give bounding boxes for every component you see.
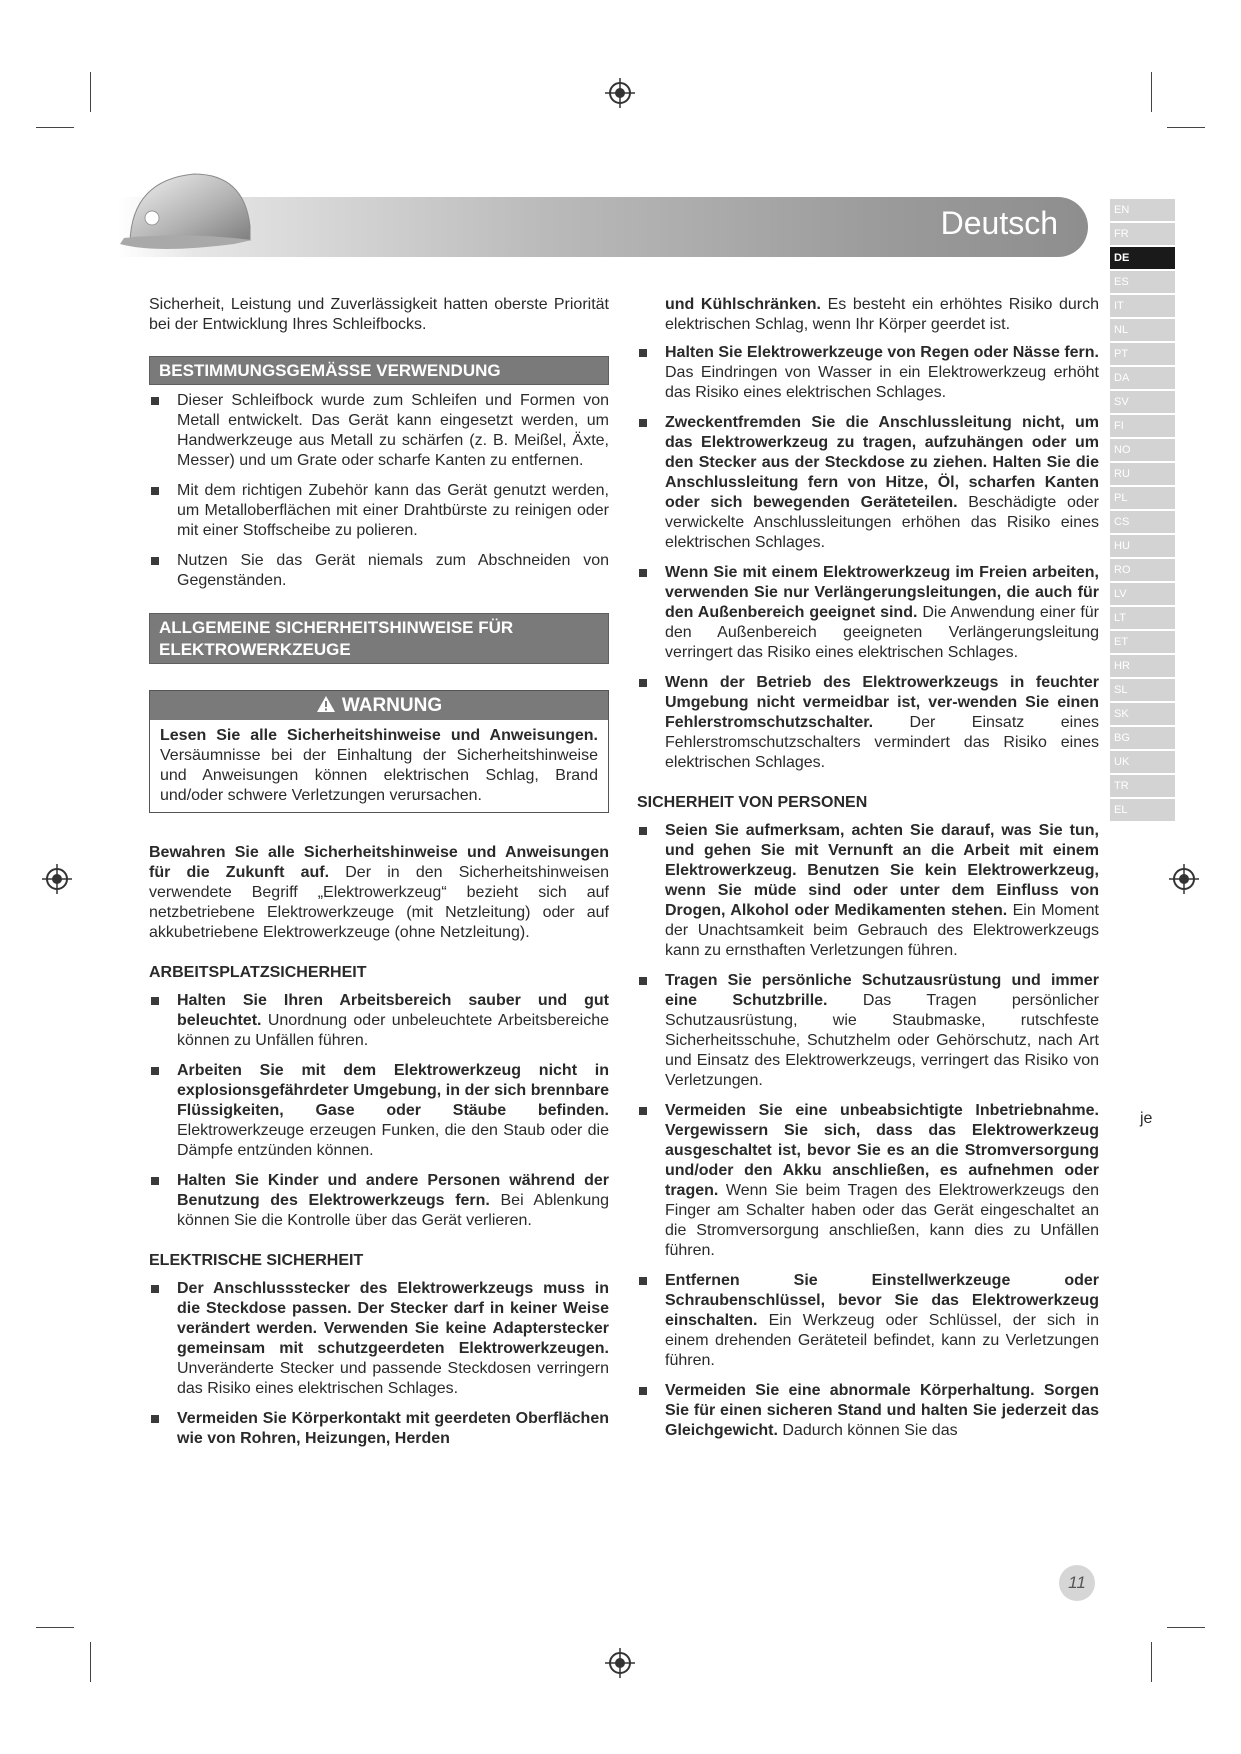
language-tab-no[interactable]: NO (1110, 439, 1175, 461)
warning-header: WARNUNG (150, 691, 608, 720)
language-tab-lt[interactable]: LT (1110, 607, 1175, 629)
list-item: Zweckentfremden Sie die Anschlussleitung nicht, um das Elektrowerkzeug zu tragen, aufzuhängen oder um den Stecker aus der Steckdose zu ziehen. Halten Sie die Anschlussleitung fern von Hitze, Öl, scharfen Kanten oder sich bewegenden Geräteteilen. Beschädigte oder verwickelte Anschlussleitungen erhöhen das Risiko eines elektrischen Schlages. (637, 413, 1099, 553)
language-tab-et[interactable]: ET (1110, 631, 1175, 653)
bullet-icon (639, 419, 647, 427)
subheading-workplace: ARBEITSPLATZSICHERHEIT (149, 964, 367, 981)
bullet-icon (639, 1107, 647, 1115)
crop-mark (90, 1642, 91, 1682)
intended-use-list (149, 391, 609, 591)
crop-mark (1151, 1642, 1152, 1682)
list-item: Arbeiten Sie mit dem Elektrowerkzeug nicht in explosionsgefährdeter Umgebung, in der sich brennbare Flüssigkeiten, Gase oder Stäube befinden. Elektrowerkzeuge erzeugen Funken, die den Staub oder die Dämpfe entzünden können. (149, 1061, 609, 1161)
hard-hat-icon (116, 162, 266, 262)
language-tab-pt[interactable]: PT (1110, 343, 1175, 365)
bullet-icon (151, 1285, 159, 1293)
language-tab-da[interactable]: DA (1110, 367, 1175, 389)
subheading-electrical: ELEKTRISCHE SICHERHEIT (149, 1252, 364, 1269)
intro-text: Sicherheit, Leistung und Zuverlässigkeit hatten oberste Priorität bei der Entwicklung Ihres Schleifbocks. (149, 296, 609, 333)
page-title: Deutsch (940, 205, 1058, 241)
bullet-icon (639, 349, 647, 357)
crop-mark (36, 1627, 74, 1628)
language-tab-cs[interactable]: CS (1110, 511, 1175, 533)
bullet-icon (151, 487, 159, 495)
right-column (637, 295, 1099, 1451)
list-item: Seien Sie aufmerksam, achten Sie darauf, was Sie tun, und gehen Sie mit Vernunft an die Arbeit mit einem Elektrowerkzeug. Benutzen Sie kein Elektrowerkzeug, wenn Sie müde sind oder unter dem Einfluss von Drogen, Alkohol oder Medikamenten stehen. Ein Moment der Unachtsamkeit beim Gebrauch des Elektrowerkzeugs kann zu ernsthaften Verletzungen führen. (637, 821, 1099, 961)
language-tab-en[interactable]: EN (1110, 199, 1175, 221)
list-item: Wenn Sie mit einem Elektrowerkzeug im Freien arbeiten, verwenden Sie nur Verlängerungsleitungen, die auch für den Außenbereich geeignet sind. Die Anwendung einer für den Außenbereich geeigneten Verlängerungsleitung verringert das Risiko eines elektrischen Schlages. (637, 563, 1099, 663)
bullet-icon (151, 1177, 159, 1185)
bullet-icon (639, 827, 647, 835)
language-tab-tr[interactable]: TR (1110, 775, 1175, 797)
list-item: Nutzen Sie das Gerät niemals zum Abschneiden von Gegenständen. (149, 551, 609, 591)
list-item: Wenn der Betrieb des Elektrowerkzeugs in feuchter Umgebung nicht vermeidbar ist, ver-wenden Sie einen Fehlerstromschutzschalter. Der Einsatz eines Fehlerstromschutzschalters vermindert das Risiko eines elektrischen Schlages. (637, 673, 1099, 773)
language-tab-bg[interactable]: BG (1110, 727, 1175, 749)
language-tab-sk[interactable]: SK (1110, 703, 1175, 725)
list-item: Tragen Sie persönliche Schutzausrüstung und immer eine Schutzbrille. Das Tragen persönlicher Schutzausrüstung, wie Staubmaske, rutschfeste Sicherheitsschuhe, Schutzhelm oder Gehörschutz, nach Art und Einsatz des Elektrowerkzeugs, verringert das Risiko von Verletzungen. (637, 971, 1099, 1091)
bullet-icon (639, 1277, 647, 1285)
crop-mark (1167, 1627, 1205, 1628)
language-tab-de[interactable]: DE (1110, 247, 1175, 269)
list-item: Der Anschlussstecker des Elektrowerkzeugs muss in die Steckdose passen. Der Stecker darf in keiner Weise verändert werden. Verwenden Sie keine Adapterstecker gemeinsam mit schutzgeerdeten Elektrowerkzeugen. Unveränderte Stecker und passende Steckdosen verringern das Risiko eines elektrischen Schlages. (149, 1279, 609, 1399)
left-column (149, 295, 609, 1459)
bullet-icon (639, 1387, 647, 1395)
section-heading-intended-use: BESTIMMUNGSGEMÄSSE VERWENDUNG (149, 356, 609, 385)
bullet-icon (151, 557, 159, 565)
bullet-icon (639, 679, 647, 687)
bullet-icon (151, 397, 159, 405)
language-tab-es[interactable]: ES (1110, 271, 1175, 293)
list-item: Halten Sie Ihren Arbeitsbereich sauber und gut beleuchtet. Unordnung oder unbeleuchtete Arbeitsbereiche können zu Unfällen führen. (149, 991, 609, 1051)
language-tab-ro[interactable]: RO (1110, 559, 1175, 581)
warning-box (149, 690, 609, 813)
bullet-icon (151, 1067, 159, 1075)
list-item: Dieser Schleifbock wurde zum Schleifen und Formen von Metall entwickelt. Das Gerät kann eingesetzt werden, um Handwerkzeuge aus Metall zu schärfen (z. B. Meißel, Äxte, Messer) und um Grate oder scharfe Kanten zu entfernen. (149, 391, 609, 471)
list-item: Halten Sie Kinder und andere Personen während der Benutzung des Elektrowerkzeugs fern. Bei Ablenkung können Sie die Kontrolle über das Gerät verlieren. (149, 1171, 609, 1231)
crop-mark (1167, 127, 1205, 128)
crop-mark (1151, 72, 1152, 112)
bullet-icon (639, 569, 647, 577)
language-tab-pl[interactable]: PL (1110, 487, 1175, 509)
language-tab-uk[interactable]: UK (1110, 751, 1175, 773)
keep-instructions-text: Bewahren Sie alle Sicherheitshinweise und Anweisungen für die Zukunft auf. Der in den Sicherheitshinweisen verwendete Begriff „Elektrowerkzeug“ bezieht sich auf netzbetriebene Elektrowerkzeuge (mit Netzleitung) oder auf akkubetriebene Elektrowerkzeuge (ohne Netzleitung). (149, 844, 610, 941)
bullet-icon (151, 1415, 159, 1423)
bullet-icon (151, 997, 159, 1005)
stray-word: je (1140, 1110, 1153, 1127)
registration-mark-icon (42, 864, 72, 894)
language-tab-fr[interactable]: FR (1110, 223, 1175, 245)
bullet-icon (639, 977, 647, 985)
electrical-list-continued (637, 343, 1099, 773)
personal-safety-list (637, 821, 1099, 1441)
crop-mark (36, 127, 74, 128)
list-item: Halten Sie Elektrowerkzeuge von Regen oder Nässe fern. Das Eindringen von Wasser in ein Elektrowerkzeug erhöht das Risiko eines elektrischen Schlages. (637, 343, 1099, 403)
electrical-list (149, 1279, 609, 1449)
list-item: Mit dem richtigen Zubehör kann das Gerät genutzt werden, um Metalloberflächen mit einer Drahtbürste zu reinigen oder mit einer Stoffscheibe zu polieren. (149, 481, 609, 541)
warning-body: Lesen Sie alle Sicherheitshinweise und Anweisungen. Versäumnisse bei der Einhaltung der Sicherheitshinweise und Anweisungen können elektrischen Schlag, Brand und/oder schwere Verletzungen verursachen. (160, 727, 598, 804)
registration-mark-icon (605, 78, 635, 108)
language-tab-el[interactable]: EL (1110, 799, 1175, 821)
language-tab-hu[interactable]: HU (1110, 535, 1175, 557)
subheading-personal-safety: SICHERHEIT VON PERSONEN (637, 794, 868, 811)
language-tabs (1110, 199, 1175, 823)
language-tab-it[interactable]: IT (1110, 295, 1175, 317)
language-tab-sl[interactable]: SL (1110, 679, 1175, 701)
registration-mark-icon (605, 1648, 635, 1678)
language-tab-sv[interactable]: SV (1110, 391, 1175, 413)
language-tab-lv[interactable]: LV (1110, 583, 1175, 605)
continued-text: und Kühlschränken. Es besteht ein erhöhtes Risiko durch elektrischen Schlag, wenn Ihr Körper geerdet ist. (665, 296, 1100, 333)
list-item: Entfernen Sie Einstellwerkzeuge oder Schraubenschlüssel, bevor Sie das Elektrowerkzeug einschalten. Ein Werkzeug oder Schlüssel, der sich in einem drehenden Geräteteil befindet, kann zu Verletzungen führen. (637, 1271, 1099, 1371)
workplace-list (149, 991, 609, 1231)
language-tab-ru[interactable]: RU (1110, 463, 1175, 485)
list-item: Vermeiden Sie Körperkontakt mit geerdeten Oberflächen wie von Rohren, Heizungen, Herden (149, 1409, 609, 1449)
crop-mark (90, 72, 91, 112)
section-heading-general-safety: ALLGEMEINE SICHERHEITSHINWEISE FÜR ELEKTROWERKZEUGE (149, 613, 609, 664)
page-number: 11 (1059, 1565, 1095, 1601)
language-tab-hr[interactable]: HR (1110, 655, 1175, 677)
list-item: Vermeiden Sie eine abnormale Körperhaltung. Sorgen Sie für einen sicheren Stand und halten Sie jederzeit das Gleichgewicht. Dadurch können Sie das (637, 1381, 1099, 1441)
registration-mark-icon (1169, 864, 1199, 894)
warning-triangle-icon (316, 695, 336, 713)
list-item: Vermeiden Sie eine unbeabsichtigte Inbetriebnahme. Vergewissern Sie sich, dass das Elektrowerkzeug ausgeschaltet ist, bevor Sie es an die Stromversorgung und/oder den Akku anschließen, es aufnehmen oder tragen. Wenn Sie beim Tragen des Elektrowerkzeugs den Finger am Schalter haben oder das Gerät eingeschaltet an die Stromversorgung anschließen, kann dies zu Unfällen führen. (637, 1101, 1099, 1261)
language-tab-fi[interactable]: FI (1110, 415, 1175, 437)
language-tab-nl[interactable]: NL (1110, 319, 1175, 341)
